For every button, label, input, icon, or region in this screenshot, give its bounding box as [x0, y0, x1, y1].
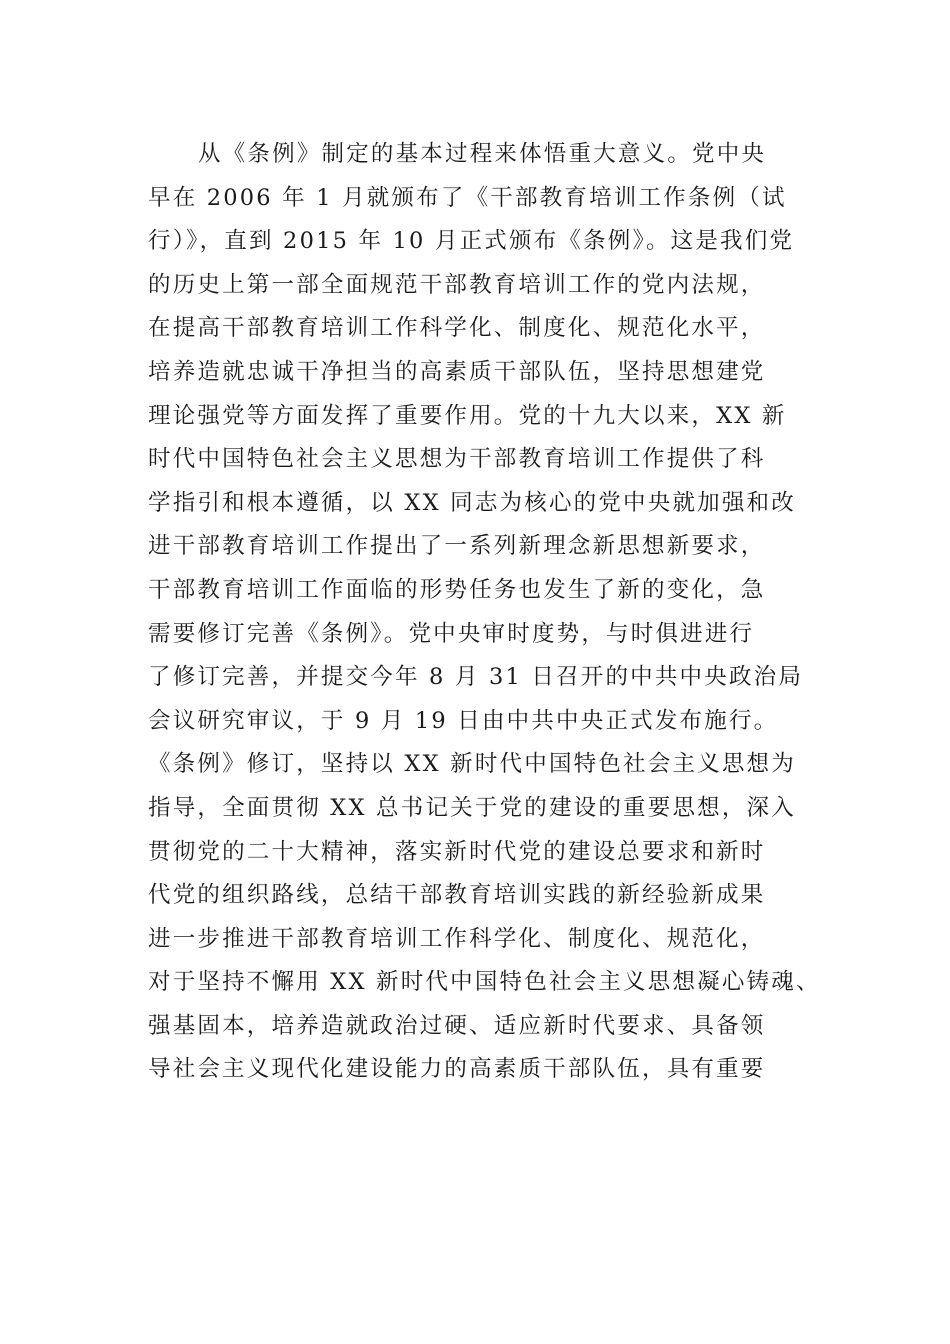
paragraph-line: 的历史上第一部全面规范干部教育培训工作的党内法规， [148, 271, 766, 298]
paragraph-line: 早在 2006 年 1 月就颁布了《干部教育培训工作条例（试 [148, 184, 787, 211]
paragraph-line: 干部教育培训工作面临的形势任务也发生了新的变化，急 [148, 576, 766, 603]
body-paragraph [148, 133, 848, 1092]
paragraph-line: 理论强党等方面发挥了重要作用。党的十九大以来，XX 新 [148, 402, 787, 429]
paragraph-line: 培养造就忠诚干净担当的高素质干部队伍，坚持思想建党 [148, 358, 766, 385]
paragraph-line: 了修订完善，并提交今年 8 月 31 日召开的中共中央政治局 [148, 664, 804, 691]
paragraph-line: 从《条例》制定的基本过程来体悟重大意义。党中央 [198, 141, 767, 167]
paragraph-line: 进干部教育培训工作提出了一系列新理念新思想新要求， [148, 533, 766, 560]
paragraph-line: 贯彻党的二十大精神，落实新时代党的建设总要求和新时 [148, 838, 766, 865]
paragraph-line: 学指引和根本遵循，以 XX 同志为核心的党中央就加强和改 [148, 489, 796, 516]
paragraph-line: 会议研究审议，于 9 月 19 日由中共中央正式发布施行。 [148, 707, 779, 734]
paragraph-line: 进一步推进干部教育培训工作科学化、制度化、规范化， [148, 925, 766, 952]
paragraph-line: 时代中国特色社会主义思想为干部教育培训工作提供了科 [148, 446, 766, 473]
paragraph-line: 对于坚持不懈用 XX 新时代中国特色社会主义思想凝心铸魂、 [148, 969, 821, 996]
paragraph-line: 指导，全面贯彻 XX 总书记关于党的建设的重要思想，深入 [148, 794, 796, 821]
paragraph-line: 强基固本，培养造就政治过硬、适应新时代要求、具备领 [148, 1012, 766, 1039]
paragraph-line: 《条例》修订，坚持以 XX 新时代中国特色社会主义思想为 [148, 751, 796, 778]
paragraph-line: 需要修订完善《条例》。党中央审时度势，与时俱进进行 [148, 620, 755, 647]
paragraph-line: 行）》，直到 2015 年 10 月正式颁布《条例》。这是我们党 [148, 228, 795, 255]
paragraph-line: 代党的组织路线，总结干部教育培训实践的新经验新成果 [148, 882, 766, 909]
paragraph-line: 导社会主义现代化建设能力的高素质干部队伍，具有重要 [148, 1056, 766, 1083]
paragraph-line: 在提高干部教育培训工作科学化、制度化、规范化水平， [148, 315, 766, 342]
